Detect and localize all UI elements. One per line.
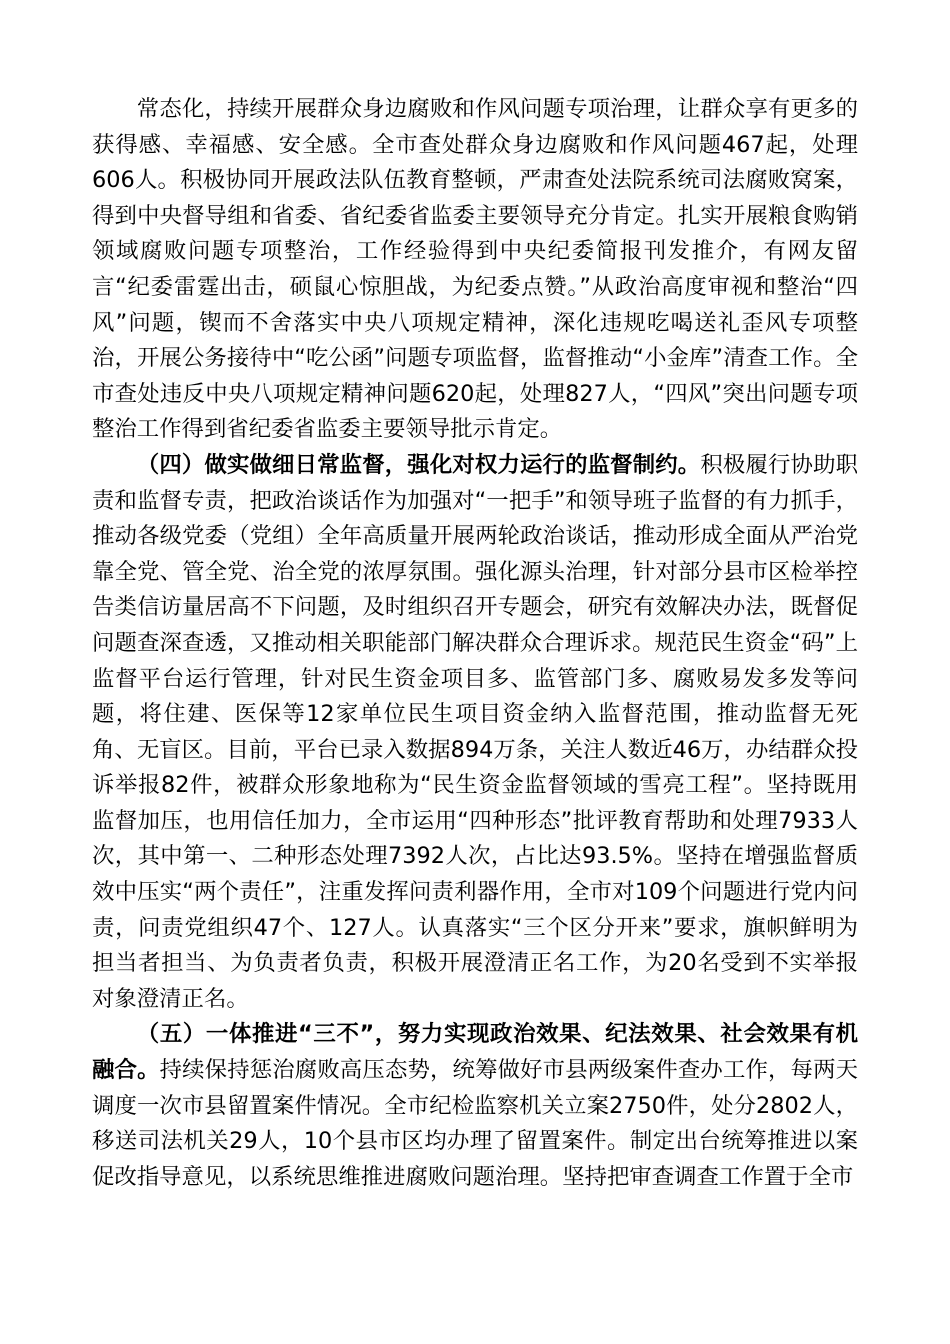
section-4-heading: （四）做实做细日常监督，强化对权力运行的监督制约。 <box>136 451 701 478</box>
paragraph-1 <box>92 92 858 448</box>
section-5-heading: （五）一体推进“三不”，努力实现政治效果、纪法效果、社会效果有机融合。 <box>92 1021 858 1084</box>
paragraph-2-text: 积极履行协助职责和监督专责，把政治谈话作为加强对“一把手”和领导班子监督的有力抓手，推动各级党委（党组）全年高质量开展两轮政治谈话，推动形成全面从严治党靠全党、管全党、治全党的浓厚氛围。强化源头治理，针对部分县市区检举控告类信访量居高不下问题，及时组织召开专题会，研究有效解决办法，既督促问题查深查透，又推动相关职能部门解决群众合理诉求。规范民生资金“码”上监督平台运行管理，针对民生资金项目多、监管部门多、腐败易发多发等问题，将住建、医保等12家单位民生项目资金纳入监督范围，推动监督无死角、无盲区。目前，平台已录入数据894万条，关注人数近46万，办结群众投诉举报82件，被群众形象地称为“民生资金监督领域的雪亮工程”。坚持既用监督加压，也用信任加力，全市运用“四种形态”批评教育帮助和处理7933人次，其中第一、二种形态处理7392人次，占比达93.5%。坚持在增强监督质效中压实“两个责任”，注重发挥问责利器作用，全市对109个问题进行党内问责，问责党组织47个、127人。认真落实“三个区分开来”要求，旗帜鲜明为担当者担当、为负责者负责，积极开展澄清正名工作，为20名受到不实举报对象澄清正名。 <box>92 451 859 1012</box>
paragraph-1-text: 常态化，持续开展群众身边腐败和作风问题专项治理，让群众享有更多的获得感、幸福感、安全感。全市查处群众身边腐败和作风问题467起，处理606人。积极协同开展政法队伍教育整顿，严肃查处法院系统司法腐败窝案，得到中央督导组和省委、省纪委省监委主要领导充分肯定。扎实开展粮食购销领域腐败问题专项整治，工作经验得到中央纪委简报刊发推介，有网友留言“纪委雷霆出击，硕鼠心惊胆战，为纪委点赞。”从政治高度审视和整治“四风”问题，锲而不舍落实中央八项规定精神，深化违规吃喝送礼歪风专项整治，开展公务接待中“吃公函”问题专项监督，监督推动“小金库”清查工作。全市查处违反中央八项规定精神问题620起，处理827人，“四风”突出问题专项整治工作得到省纪委省监委主要领导批示肯定。 <box>92 96 858 443</box>
paragraph-3-text: 持续保持惩治腐败高压态势，统筹做好市县两级案件查办工作，每两天调度一次市县留置案件情况。全市纪检监察机关立案2750件，处分2802人，移送司法机关29人，10个县市区均办理了留置案件。制定出台统筹推进以案促改指导意见，以系统思维推进腐败问题治理。坚持把审查调查工作置于全市 <box>92 1057 859 1190</box>
paragraph-3 <box>92 1017 858 1195</box>
paragraph-2 <box>92 448 858 1018</box>
document-page <box>92 92 858 1195</box>
